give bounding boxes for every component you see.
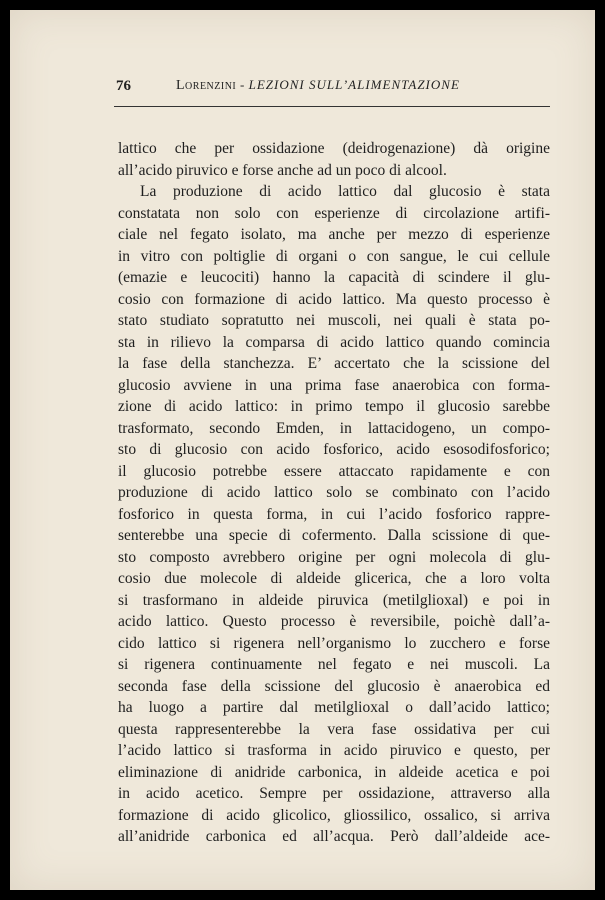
text-line: si trasformano in aldeide piruvica (metilglioxal) e poi in [118,591,550,609]
text-line: La produzione di acido lattico dal glucosio è stata [140,183,550,200]
text-line: trasformato, secondo Emden, in lattacidogeno, un compo- [118,419,550,437]
text-line: ciale nel fegato isolato, ma anche per mezzo di esperienze [118,226,550,243]
book-title: LEZIONI SULL’ALIMENTAZIONE [248,77,460,92]
text-line: sto di glucosio con acido fosforico, acido esosodifosforico; [118,441,550,458]
book-page [10,10,595,890]
header-rule [114,106,550,107]
text-line: si rigenera continuamente nel fegato e nei muscoli. La [118,656,550,673]
text-line: constatata non solo con esperienze di circolazione artifi- [118,204,550,222]
text-line: cosio con formazione di acido lattico. Ma questo processo è [118,290,550,308]
text-line: acido lattico. Questo processo è reversibile, poichè dall’a- [118,613,550,630]
text-line: sta in rilievo la comparsa di acido lattico quando comincia [118,333,550,351]
text-line: eliminazione di anidride carbonica, in aldeide acetica e poi [118,763,550,781]
text-line: senterebbe una specie di cofermento. Dalla scissione di que- [118,527,550,544]
text-line: stato studiato sopratutto nei muscoli, nei quali è stata po- [118,312,550,329]
text-line: il glucosio potrebbe essere attaccato rapidamente e con [118,462,550,480]
text-line: glucosio avviene in una prima fase anaerobica con forma- [118,376,550,394]
text-line: sto composto avrebbero origine per ogni molecola di glu- [118,548,550,566]
text-line: l’acido lattico si trasforma in acido piruvico e questo, per [118,742,550,759]
text-line: all’anidride carbonica ed all’acqua. Però dall’aldeide ace- [118,828,550,845]
text-line: in acido acetico. Sempre per ossidazione, attraverso alla [118,785,550,802]
running-title [176,77,460,94]
text-line: ha luogo a partire dal metilglioxal o dall’acido lattico; [118,699,550,716]
text-line: lattico che per ossidazione (deidrogenazione) dà origine [118,140,550,157]
body-text [118,138,550,848]
title-separator: - [236,77,249,92]
text-line: cido lattico si rigenera nell’organismo lo zucchero e forse [118,634,550,652]
text-line: all’acido piruvico e forse anche ad un poco di alcool. [118,161,447,179]
text-line: zione di acido lattico: in primo tempo il glucosio sarebbe [118,398,550,415]
running-header [116,74,550,100]
author-name: Lorenzini [176,78,237,93]
text-line: la fase della stanchezza. E’ accertato che la scissione del [118,355,550,372]
text-line: fosforico in questa forma, in cui l’acido fosforico rappre- [118,505,550,523]
text-line: seconda fase della scissione del glucosio è anaerobica ed [118,677,550,695]
text-line: in vitro con poltiglie di organi o con sangue, le cui cellule [118,247,550,265]
text-line: (emazie e leucociti) hanno la capacità di scindere il glu- [118,269,550,286]
text-line: produzione di acido lattico solo se combinato con l’acido [118,484,550,501]
text-line: questa rappresenterebbe la vera fase ossidativa per cui [118,720,550,738]
text-line: formazione di acido glicolico, gliossilico, ossalico, si arriva [118,806,550,824]
page-number: 76 [116,78,131,94]
text-line: cosio due molecole di aldeide glicerica, che a loro volta [118,570,550,587]
